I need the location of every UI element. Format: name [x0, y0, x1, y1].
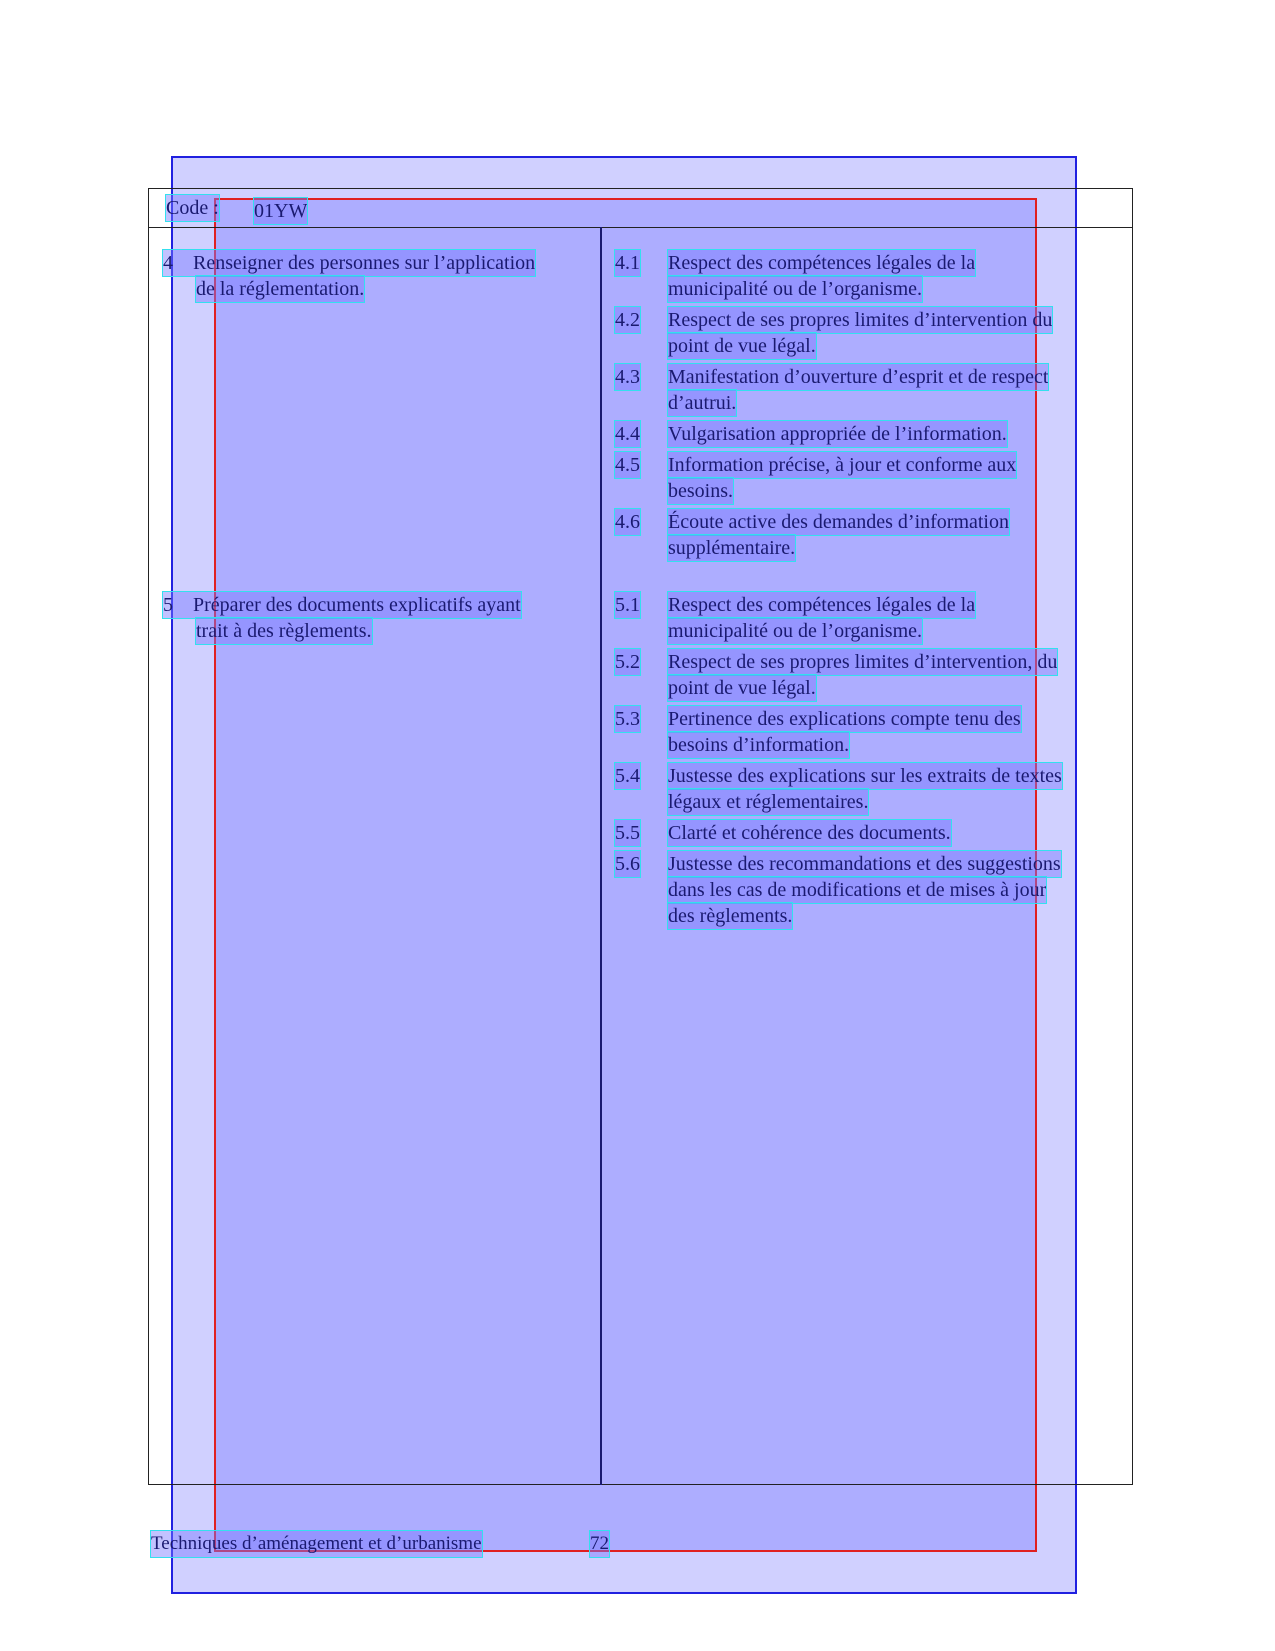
objective-text: Préparer des documents explicatifs ayant — [193, 594, 521, 616]
criterion-text: supplémentaire. — [668, 537, 796, 559]
objective-line: de la réglementation. — [196, 278, 365, 300]
criterion-text: point de vue légal. — [668, 335, 816, 357]
criterion-text: Information précise, à jour et conforme aux — [668, 454, 1017, 476]
criterion-text: Pertinence des explications compte tenu des — [668, 708, 1021, 730]
criterion-text: Écoute active des demandes d’information — [668, 511, 1009, 533]
code-label: Code : — [166, 197, 219, 219]
objective-line — [163, 592, 521, 618]
column-divider — [600, 227, 602, 1485]
criterion-text: point de vue légal. — [668, 677, 816, 699]
criterion-number: 4.5 — [615, 454, 640, 476]
objective-number: 5 — [163, 594, 173, 616]
header-divider — [148, 227, 1133, 228]
page-number: 72 — [590, 1531, 609, 1557]
criterion-number: 5.1 — [615, 594, 640, 616]
criterion-text: Respect de ses propres limites d’intervention, du — [668, 651, 1058, 673]
criterion-text: Respect de ses propres limites d’intervention du — [668, 309, 1053, 331]
criterion-text: besoins d’information. — [668, 734, 850, 756]
criterion-text: municipalité ou de l’organisme. — [668, 278, 923, 300]
criterion-text: besoins. — [668, 480, 733, 502]
criterion-text: d’autrui. — [668, 392, 737, 414]
criterion-text: Manifestation d’ouverture d’esprit et de respect — [668, 366, 1049, 388]
criterion-number: 5.3 — [615, 708, 640, 730]
objective-text: Renseigner des personnes sur l’application — [193, 252, 536, 274]
criterion-text: Respect des compétences légales de la — [668, 252, 976, 274]
footer-program: Techniques d’aménagement et d’urbanisme — [151, 1531, 482, 1557]
criterion-text: municipalité ou de l’organisme. — [668, 620, 923, 642]
criterion-text: Respect des compétences légales de la — [668, 594, 976, 616]
criterion-number: 4.2 — [615, 309, 640, 331]
objective-line — [163, 250, 535, 276]
code-value: 01YW — [254, 200, 308, 222]
objective-line: trait à des règlements. — [196, 620, 372, 642]
criterion-number: 5.2 — [615, 651, 640, 673]
criterion-text: des règlements. — [668, 905, 793, 927]
criterion-number: 4.1 — [615, 252, 640, 274]
criterion-number: 4.6 — [615, 511, 640, 533]
criterion-text: dans les cas de modifications et de mises à jour — [668, 879, 1047, 901]
criterion-number: 5.4 — [615, 765, 640, 787]
criterion-number: 4.3 — [615, 366, 640, 388]
criterion-text: Justesse des recommandations et des suggestions — [668, 853, 1061, 875]
objective-number: 4 — [163, 252, 173, 274]
criterion-text: Clarté et cohérence des documents. — [668, 822, 951, 844]
criterion-number: 4.4 — [615, 423, 640, 445]
criterion-text: Justesse des explications sur les extraits de textes — [668, 765, 1062, 787]
criterion-text: Vulgarisation appropriée de l’information. — [668, 423, 1007, 445]
criterion-number: 5.6 — [615, 853, 640, 875]
criterion-number: 5.5 — [615, 822, 640, 844]
criterion-text: légaux et réglementaires. — [668, 791, 869, 813]
